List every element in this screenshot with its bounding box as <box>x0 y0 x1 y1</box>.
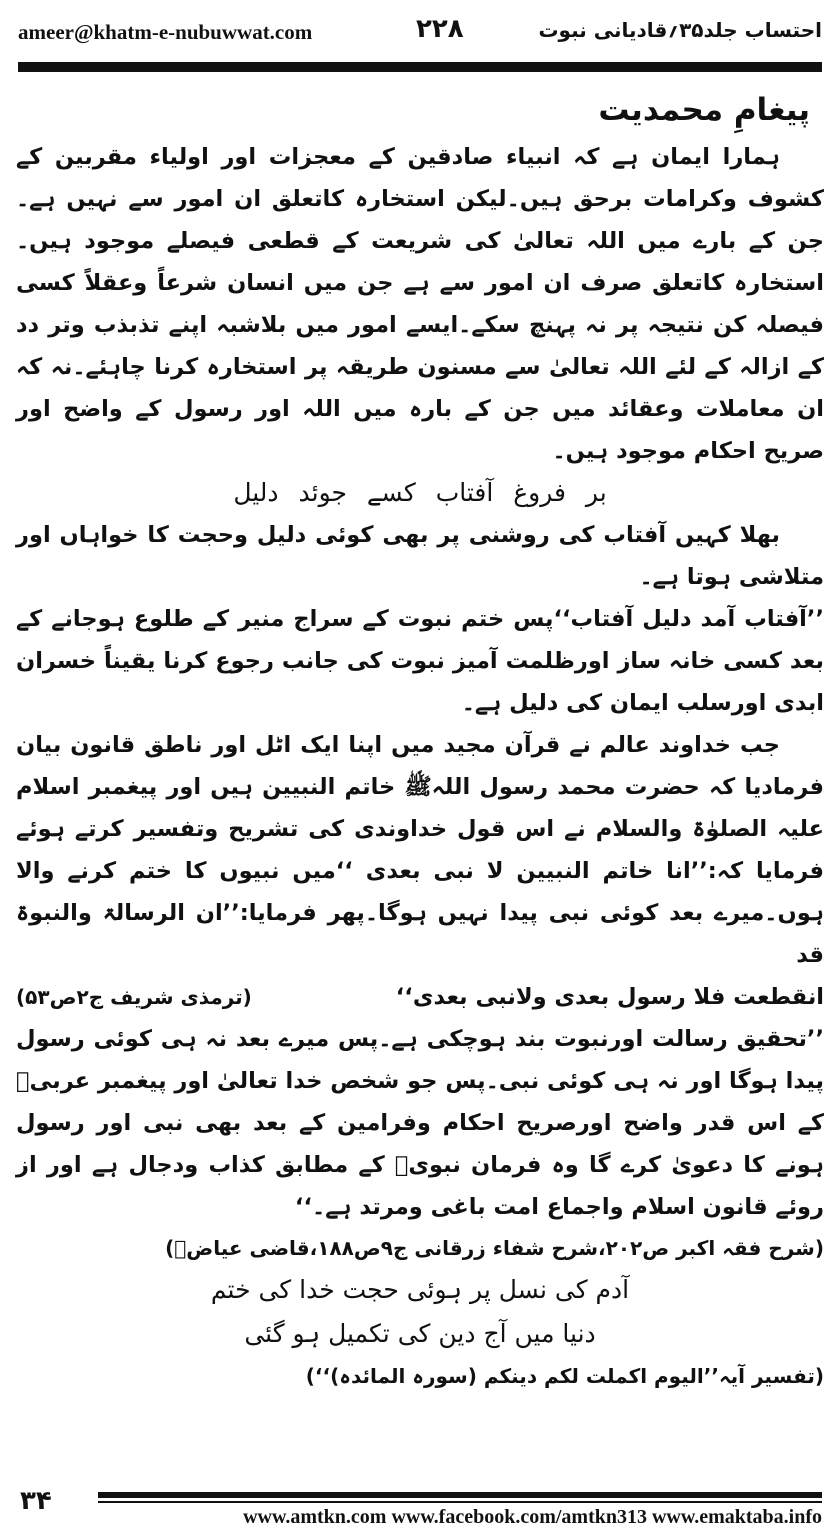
page-header <box>18 12 822 52</box>
footer-page-number: ۳۴ <box>20 1486 52 1516</box>
footer-rule <box>98 1492 822 1498</box>
hadith-line <box>16 976 824 1018</box>
section-title: پیغامِ محمدیت <box>598 92 810 128</box>
paragraph-2: بھلا کہیں آفتاب کی روشنی پر بھی کوئی دلیل وحجت کا خواہاں اور متلاشی ہوتا ہے۔ <box>16 522 824 590</box>
urdu-verse-line-1: آدم کی نسل پر ہوئی حجت خدا کی ختم <box>210 1275 630 1304</box>
urdu-verse-line-2: دنیا میں آج دین کی تکمیل ہو گئی <box>244 1319 596 1348</box>
paragraph-3: ’’آفتاب آمد دلیل آفتاب‘‘پس ختم نبوت کے سراج منیر کے طلوع ہوجانے کے بعد کسی خانہ ساز اورظلمت آمیز نبوت کی جانب رجوع کرنا یقیناً خسران ابدی اورسلب ایمان کی دلیل ہے۔ <box>16 606 824 716</box>
header-email: ameer@khatm-e-nubuwwat.com <box>18 20 313 44</box>
header-page-number: ۲۲۸ <box>416 14 464 44</box>
hadith-text-end: انقطعت فلا رسول بعدی ولانبی بعدی‘‘ <box>395 984 824 1010</box>
page-body <box>16 84 824 1396</box>
page-footer <box>18 1486 822 1530</box>
hadith-reference: (ترمذی شریف ج۲ص۵۳) <box>16 985 252 1009</box>
header-rule <box>18 62 822 72</box>
footer-links: www.amtkn.com www.facebook.com/amtkn313 www.emaktaba.info <box>243 1506 822 1528</box>
paragraph-5: ’’تحقیق رسالت اورنبوت بند ہوچکی ہے۔پس میرے بعد نہ ہی کوئی رسول پیدا ہوگا اور نہ ہی کوئی نبی۔پس جو شخص خدا تعالیٰ اور پیغمبر عربیﷺ کے اس قدر واضح اورصریح احکام وفرامین کے بعد بھی نبی اور رسول ہونے کا دعویٰ کرے گا وہ فرمان نبویؐ کے مطابق کذاب ودجال ہے اور از روئے قانون اسلام واجماع امت باغی ومرتد ہے۔‘‘ <box>16 1026 825 1220</box>
paragraph-5-reference: (شرح فقہ اکبر ص۲۰۲،شرح شفاء زرقانی ج۹ص۱۸۸،قاضی عیاضؒ) <box>165 1236 824 1260</box>
header-volume-title: احتساب جلد۳۵؍قادیانی نبوت <box>538 18 822 42</box>
persian-verse: بر فروغ آفتاب کسے جوئد دلیل <box>233 478 607 507</box>
paragraph-1: ہمارا ایمان ہے کہ انبیاء صادقین کے معجزات اور اولیاء مقربین کے کشوف وکرامات برحق ہیں۔لیکن استخارہ کاتعلق ان امور سے نہیں ہے۔جن کے بارے میں اللہ تعالیٰ کی شریعت کے قطعی فیصلے موجود ہیں۔استخارہ کاتعلق صرف ان امور سے ہے جن میں انسان شرعاً وعقلاً کسی فیصلہ کن نتیجہ پر نہ پہنچ سکے۔ایسے امور میں بلاشبہ اپنے تذبذب وتر دد کے ازالہ کے لئے اللہ تعالیٰ سے مسنون طریقہ پر استخارہ کرنا چاہئے۔نہ کہ ان معاملات وعقائد میں جن کے بارہ میں اللہ اور رسول کے واضح اور صریح احکام موجود ہیں۔ <box>16 144 824 464</box>
footer-rule-thin <box>98 1501 822 1503</box>
closing-reference: (تفسیر آیہ’’الیوم اکملت لکم دینکم (سورہ المائدہ)‘‘) <box>305 1364 824 1388</box>
paragraph-4: جب خداوند عالم نے قرآن مجید میں اپنا ایک اٹل اور ناطق قانون بیان فرمادیا کہ حضرت محمد رسول اللہﷺ خاتم النبیین ہیں اور پیغمبر اسلام علیہ الصلوٰۃ والسلام نے اس قول خداوندی کی تشریح وتفسیر کرتے ہوئے فرمایا کہ:’’انا خاتم النبیین لا نبی بعدی ‘‘میں نبیوں کا ختم کرنے والا ہوں۔میرے بعد کوئی نبی پیدا نہیں ہوگا۔پھر فرمایا:’’ان الرسالۃ والنبوۃ قد <box>16 732 824 968</box>
